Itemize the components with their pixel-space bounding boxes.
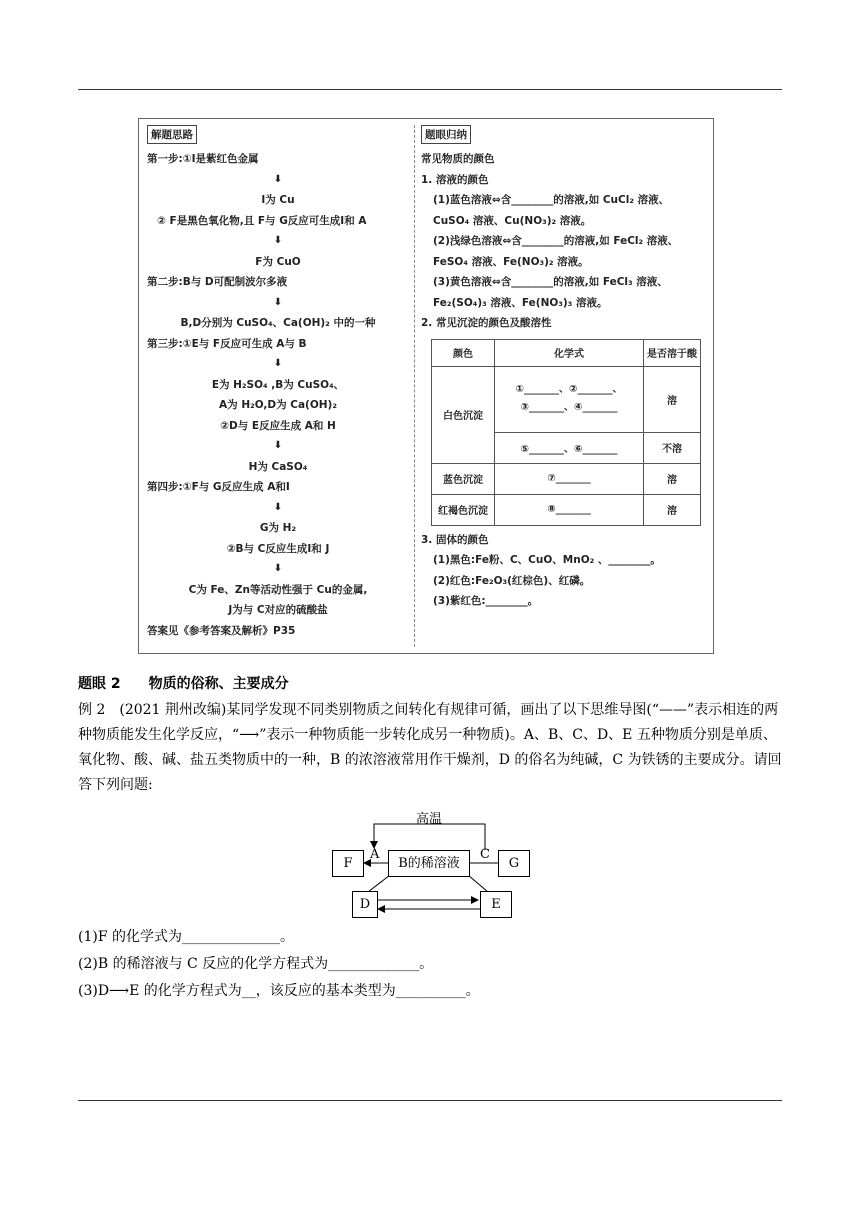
- table-header: 化学式: [495, 339, 644, 366]
- down-arrow-icon: ⬇: [273, 563, 283, 574]
- table-cell: 不溶: [644, 432, 701, 463]
- center-e-line: [468, 875, 488, 892]
- solid-color-line: (1)黑色:Fe粉、C、CuO、MnO₂ 、________。: [433, 554, 661, 566]
- table-cell: 溶: [644, 494, 701, 525]
- solution-steps: [147, 125, 409, 641]
- table-cell: ⑤_______、⑥_______: [495, 432, 644, 463]
- down-arrow-icon: ⬇: [273, 501, 283, 513]
- step-line: G为 H₂: [259, 522, 297, 534]
- step-line: C为 Fe、Zn等活动性强于 Cu的金属,: [188, 583, 368, 596]
- section-heading: 题眼 2 物质的俗称、主要成分: [78, 676, 289, 692]
- answer-ref: 答案见《参考答案及解析》P35: [147, 624, 296, 637]
- table-header: 颜色: [432, 339, 495, 366]
- solution-color-line: (3)黄色溶液⇔含________的溶液,如 FeCl₃ 溶液、: [433, 276, 668, 288]
- table-cell: 红褐色沉淀: [432, 494, 495, 525]
- step-line: ②B与 C反应生成Ⅰ和 J: [226, 542, 330, 555]
- center-d-line: [368, 875, 390, 892]
- node-f: F: [332, 850, 364, 877]
- solid-color-line: (3)紫红色:________。: [433, 595, 539, 607]
- solution-color-line: (2)浅绿色溶液⇔含________的溶液,如 FeCl₂ 溶液、: [433, 235, 679, 247]
- step-line: ②D与 E反应生成 A和 H: [220, 419, 336, 432]
- step-line: Ⅰ为 Cu: [261, 194, 295, 206]
- step-line: 第一步:①Ⅰ是紫红色金属: [147, 153, 259, 165]
- step-line: 第二步:B与 D可配制波尔多液: [147, 276, 288, 288]
- label-c: C: [480, 847, 490, 862]
- down-arrow-icon: ⬇: [273, 173, 283, 185]
- summary-title: 常见物质的颜色: [421, 153, 495, 165]
- step-line: 第四步:①F与 G反应生成 A和Ⅰ: [147, 481, 290, 493]
- node-center: B的稀溶液: [388, 850, 470, 877]
- step-line: ② F是黑色氧化物,且 F与 G反应可生成Ⅰ和 A: [157, 214, 367, 227]
- step-line: A为 H₂O,D为 Ca(OH)₂: [219, 399, 337, 411]
- down-arrow-icon: ⬇: [273, 235, 283, 246]
- section-title: 2. 常见沉淀的颜色及酸溶性: [421, 317, 552, 329]
- right-tag: 题眼归纳: [421, 125, 471, 144]
- section-title: 1. 溶液的颜色: [421, 173, 489, 186]
- table-cell: ⑦_______: [495, 463, 644, 494]
- header-rule: [78, 89, 782, 90]
- column-divider: [414, 125, 415, 647]
- solution-color-line: CuSO₄ 溶液、Cu(NO₃)₂ 溶液。: [433, 214, 592, 227]
- solution-color-line: (1)蓝色溶液⇔含________的溶液,如 CuCl₂ 溶液、: [433, 194, 670, 206]
- precipitate-table: [431, 339, 701, 526]
- down-arrow-icon: ⬇: [273, 296, 283, 308]
- down-arrow-icon: ⬇: [273, 440, 283, 451]
- solid-color-line: (2)红色:Fe₂O₃(红棕色)、红磷。: [433, 574, 591, 587]
- table-header: 是否溶于酸: [644, 339, 701, 366]
- step-line: H为 CaSO₄: [248, 460, 308, 473]
- example-paragraph: 例 2 (2021 荆州改编)某同学发现不同类别物质之间转化有规律可循，画出了以下思维导图(“——”表示相连的两种物质能发生化学反应，“⟶”表示一种物质能一步转化成另一种物质)。A、B、C、D、E 五种物质分别是单质、氧化物、酸、碱、盐五类物质中的一种，B 的浓溶液常用作干燥剂，D 的俗名为纯碱，C 为铁锈的主要成分。请回答下列问题:: [78, 702, 782, 793]
- analysis-box: [138, 118, 714, 654]
- table-cell: [495, 366, 644, 432]
- footer-rule: [78, 1100, 782, 1101]
- table-cell: ⑧_______: [495, 494, 644, 525]
- table-cell: 白色沉淀: [432, 366, 495, 463]
- question-2: (2)B 的稀溶液与 C 反应的化学方程式为_____________。: [78, 956, 434, 972]
- key-summary: [421, 125, 707, 612]
- node-d: D: [352, 891, 378, 918]
- node-e: E: [480, 891, 512, 918]
- formula-blank: ①_______、②_______、: [515, 384, 623, 395]
- step-line: E为 H₂SO₄ ,B为 CuSO₄、: [211, 378, 345, 391]
- table-cell: 溶: [644, 366, 701, 432]
- table-cell: 蓝色沉淀: [432, 463, 495, 494]
- table-cell: 溶: [644, 463, 701, 494]
- step-line: F为 CuO: [255, 255, 301, 268]
- step-line: 第三步:①E与 F反应可生成 A与 B: [147, 337, 307, 350]
- high-temp-label: 高温: [416, 812, 443, 827]
- down-arrow-icon: ⬇: [273, 358, 283, 369]
- solution-color-line: FeSO₄ 溶液、Fe(NO₃)₂ 溶液。: [433, 255, 589, 268]
- question-1: (1)F 的化学式为______________。: [78, 929, 294, 945]
- mind-map-diagram: [320, 798, 540, 923]
- section-title: 3. 固体的颜色: [421, 533, 489, 546]
- high-temp-arrow: [374, 824, 485, 850]
- question-3: (3)D⟶E 的化学方程式为__，该反应的基本类型为__________。: [78, 983, 480, 999]
- step-line: J为与 C对应的硫酸盐: [228, 604, 328, 616]
- label-a: A: [370, 847, 380, 862]
- formula-blank: ③_______、④_______: [520, 402, 618, 413]
- node-g: G: [498, 850, 530, 877]
- solution-color-line: Fe₂(SO₄)₃ 溶液、Fe(NO₃)₃ 溶液。: [433, 296, 608, 309]
- left-tag: 解题思路: [147, 125, 197, 144]
- step-line: B,D分别为 CuSO₄、Ca(OH)₂ 中的一种: [180, 317, 376, 329]
